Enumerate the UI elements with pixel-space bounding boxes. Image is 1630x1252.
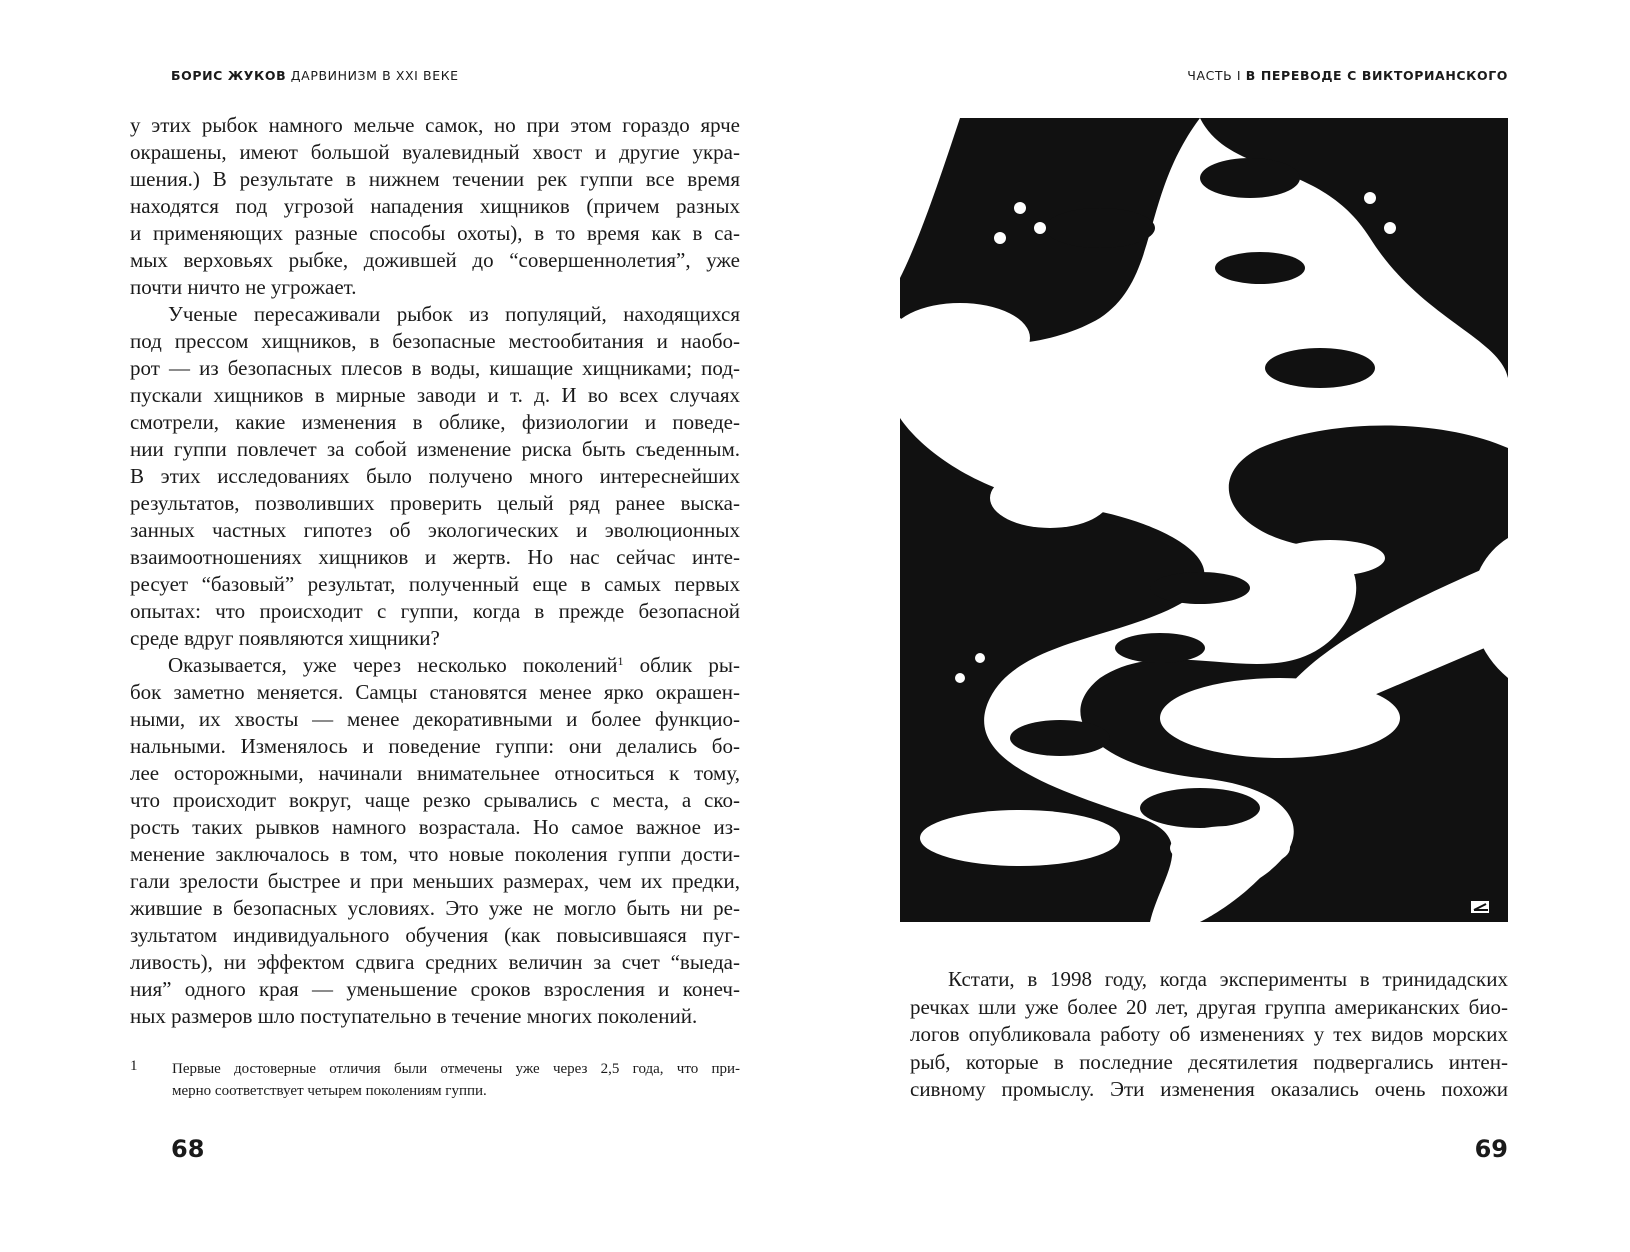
text-line-content: у этих рыбок намного мельче самок, но при этом гораздо ярче (130, 113, 740, 137)
text-line-content: Оказывается, уже через несколько поколений (168, 653, 618, 677)
page-number-left: 68 (171, 1135, 205, 1163)
text-line-content: под прессом хищников, в безопасные местообитания и наобо- (130, 329, 740, 353)
text-line-content: находятся под угрозой нападения хищников (причем разных (130, 194, 740, 218)
text-line-content: облик ры- (639, 653, 741, 677)
text-line (130, 895, 740, 922)
text-line: сивному промыслу. Эти изменения оказались очень похожи (910, 1077, 1508, 1101)
text-line (130, 976, 740, 1003)
artist-signature-icon (1472, 902, 1488, 912)
text-line (130, 328, 740, 355)
footnote-number: 1 (130, 1058, 138, 1074)
footnote-reference[interactable]: 1 (617, 654, 624, 668)
text-line (130, 490, 740, 517)
text-line-content: пускали хищников в мирные заводи и т. д. И во всех случаях (130, 383, 740, 407)
text-line: рыб, которые в последние десятилетия подвергались интен- (910, 1049, 1508, 1074)
text-line (130, 787, 740, 814)
text-line-content: менение заключалось в том, что новые поколения гуппи дости- (130, 842, 740, 866)
text-line: Кстати, в 1998 году, когда эксперименты в тринидадских (948, 967, 1508, 991)
text-line (130, 922, 740, 949)
text-line-content: ния” одного края — уменьшение сроков взросления и конеч- (130, 977, 740, 1001)
text-line-content: Ученые пересаживали рыбок из популяций, находящихся (168, 302, 740, 326)
text-line-content: ных размеров шло поступательно в течение многих поколений. (130, 1004, 698, 1028)
text-line-content: мых верховьях рыбке, дожившей до “совершеннолетия”, уже (130, 248, 740, 272)
text-line (130, 598, 740, 625)
text-line: логов опубликовала работу об изменениях у тех видов морских (910, 1022, 1508, 1046)
text-line-content: ливость), ни эффектом сдвига средних величин за счет “выеда- (130, 950, 740, 974)
text-line (130, 220, 740, 247)
text-line (130, 274, 740, 301)
running-head-left (171, 68, 459, 83)
text-line-content: зультатом индивидуального обучения (как повысившаяся пуг- (130, 923, 740, 947)
text-line-content: рость таких рывков намного возрастала. Но самое важное из- (130, 815, 740, 839)
text-line (130, 1003, 740, 1030)
running-head-book-title: ДАРВИНИЗМ В XXI ВЕКЕ (290, 68, 459, 83)
running-head-author: БОРИС ЖУКОВ (171, 68, 287, 83)
left-page-body-text (130, 112, 740, 1030)
page-number-right: 69 (1474, 1135, 1508, 1163)
text-line-content: опытах: что происходит с гуппи, когда в прежде безопасной (130, 599, 740, 623)
running-head-part: ЧАСТЬ I (1187, 68, 1242, 83)
text-line-content: шения.) В результате в нижнем течении рек гуппи все время (130, 167, 740, 191)
text-line (130, 868, 740, 895)
text-line-content: окрашены, имеют большой вуалевидный хвост и другие укра- (130, 140, 740, 164)
text-line (130, 193, 740, 220)
text-line-content: занных частных гипотез об экологических и эволюционных (130, 518, 740, 542)
text-line (130, 841, 740, 868)
text-line-content: бок заметно меняется. Самцы становятся менее ярко окрашен- (130, 680, 740, 704)
text-line (130, 409, 740, 436)
text-line (130, 625, 740, 652)
text-line-content: жившие в безопасных условиях. Это уже не могло быть ни ре- (130, 896, 740, 920)
text-line-content: В этих исследованиях было получено много интереснейших (130, 464, 740, 488)
text-line-content: нальными. Изменялось и поведение гуппи: они делались бо- (130, 734, 740, 758)
text-line (130, 301, 740, 328)
text-line-content: ресует “базовый” результат, полученный еще в самых первых (130, 572, 740, 596)
text-line-content: лее осторожными, начинали внимательнее относиться к тому, (130, 761, 740, 785)
fish-illustration (900, 118, 1508, 922)
text-line (130, 139, 740, 166)
text-line-content: ными, их хвосты — менее декоративными и более функцио- (130, 707, 740, 731)
text-line-content: гали зрелости быстрее и при меньших размерах, чем их предки, (130, 869, 740, 893)
text-line (130, 436, 740, 463)
footnote-line: мерно соответствует четырем поколениям гуппи. (172, 1083, 487, 1099)
text-line (130, 112, 740, 139)
text-line (130, 949, 740, 976)
running-head-chapter-title: В ПЕРЕВОДЕ С ВИКТОРИАНСКОГО (1245, 68, 1508, 83)
text-line (130, 544, 740, 571)
text-line (130, 652, 740, 679)
text-line (130, 382, 740, 409)
text-line-content: смотрели, какие изменения в облике, физиологии и поведе- (130, 410, 740, 434)
text-line (130, 463, 740, 490)
text-line (130, 571, 740, 598)
text-line (130, 247, 740, 274)
text-line-content: почти ничто не угрожает. (130, 275, 357, 299)
right-page-body-text (910, 966, 1508, 1104)
footnote (130, 1058, 740, 1102)
text-line-content: среде вдруг появляются хищники? (130, 626, 440, 650)
text-line-content: результатов, позволивших проверить целый ряд ранее выска- (130, 491, 740, 515)
text-line-content: взаимоотношениях хищников и жертв. Но нас сейчас инте- (130, 545, 740, 569)
text-line (130, 733, 740, 760)
text-line-content: рот — из безопасных плесов в воды, кишащие хищниками; под- (130, 356, 740, 380)
text-line-content: нии гуппи повлечет за собой изменение риска быть съеденным. (130, 437, 740, 461)
text-line-content: и применяющих разные способы охоты), в то время как в са- (130, 221, 740, 245)
text-line-content: что происходит вокруг, чаще резко срывались с места, а ско- (130, 788, 740, 812)
text-line (130, 679, 740, 706)
text-line (130, 355, 740, 382)
text-line (130, 517, 740, 544)
text-line (130, 814, 740, 841)
text-line: речках шли уже более 20 лет, другая группа американских био- (910, 994, 1508, 1019)
running-head-right (1187, 68, 1508, 83)
footnote-line: Первые достоверные отличия были отмечены уже через 2,5 года, что при- (172, 1061, 740, 1077)
text-line (130, 166, 740, 193)
text-line (130, 706, 740, 733)
text-line (130, 760, 740, 787)
